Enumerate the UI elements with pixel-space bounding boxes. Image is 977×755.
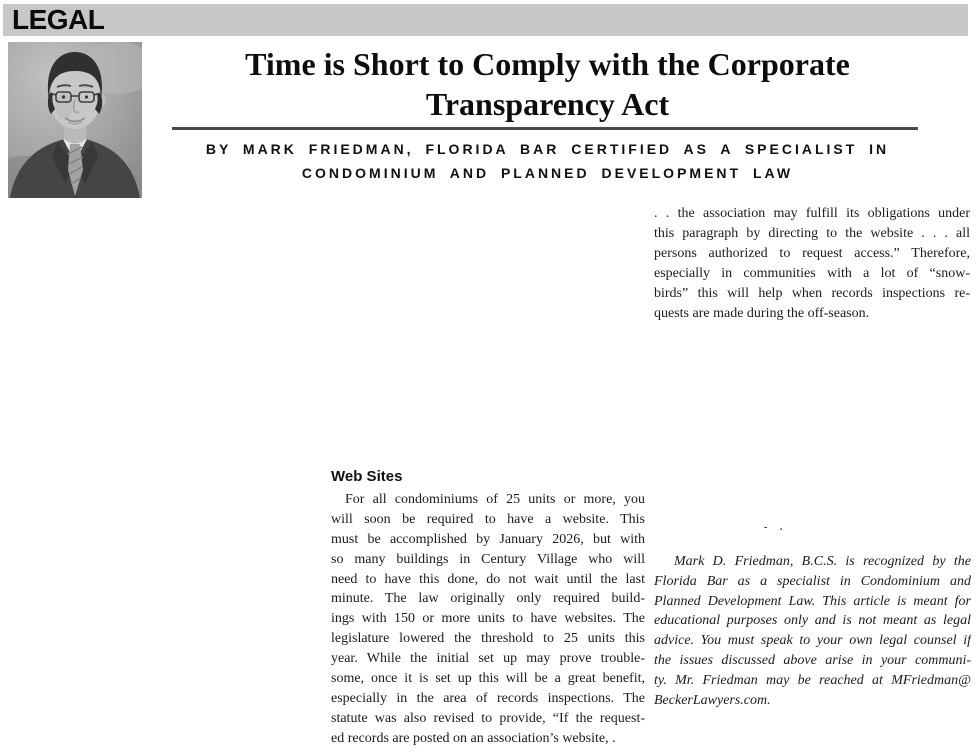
- text-line: birds” this will help when records inspections re-: [654, 286, 970, 301]
- text-line: Mark D. Friedman, B.C.S. is recognized by the: [674, 554, 971, 569]
- article-title-line1: Time is Short to Comply with the Corporate: [245, 46, 850, 82]
- text-line: Planned Development Law. This article is meant for: [654, 593, 971, 609]
- text-line: ty. Mr. Friedman may be reached at MFriedman@: [654, 672, 971, 688]
- title-divider-rule: [172, 127, 918, 130]
- text-line: especially in the area of records inspections. The: [331, 690, 645, 706]
- text-line: will soon be required to have a website. This: [331, 511, 645, 527]
- author-photo: [8, 42, 142, 198]
- right-column-paragraph: [654, 204, 970, 324]
- text-line: For all condominiums of 25 units or more, you: [345, 492, 645, 507]
- byline: [160, 137, 935, 185]
- text-line: BeckerLawyers.com.: [654, 692, 771, 708]
- section-band: [3, 4, 968, 36]
- text-line: especially in communities with a lot of “snow-: [654, 266, 970, 281]
- text-line: statute was also revised to provide, “If the request-: [331, 710, 645, 726]
- text-line: need to have this done, do not wait until the last: [331, 571, 645, 587]
- text-line: the issues discussed above arise in your communi-: [654, 652, 971, 668]
- web-sites-heading: Web Sites: [331, 468, 403, 485]
- article-title-line2: Transparency Act: [425, 86, 670, 122]
- text-line: must be accomplished by January 2026, but with: [331, 531, 645, 547]
- left-column-paragraph: [331, 490, 645, 749]
- text-line: quests are made during the off-season.: [654, 306, 870, 321]
- text-line: ed records are posted on an association’s website, .: [331, 730, 616, 746]
- stray-ink-fragment: - .: [764, 522, 788, 533]
- author-photo-graphic: [8, 42, 142, 198]
- text-line: so many buildings in Century Village who will: [331, 551, 645, 567]
- text-line: educational purposes only and is not meant as legal: [654, 613, 971, 629]
- byline-line1: BY MARK FRIEDMAN, FLORIDA BAR CERTIFIED AS A SPECIALIST IN: [205, 141, 890, 157]
- article-title: [160, 44, 935, 124]
- text-line: Florida Bar as a specialist in Condominium and: [654, 573, 971, 589]
- section-label: LEGAL: [12, 4, 105, 35]
- text-line: . . the association may fulfill its obligations under: [654, 206, 970, 221]
- text-line: persons authorized to request access.” Therefore,: [654, 246, 970, 261]
- text-line: this paragraph by directing to the website . . . all: [654, 226, 970, 241]
- text-line: advice. You must speak to your own legal counsel if: [654, 633, 971, 649]
- byline-line2: CONDOMINIUM AND PLANNED DEVELOPMENT LAW: [301, 165, 794, 181]
- text-line: legislature lowered the threshold to 25 units this: [331, 631, 645, 647]
- text-line: some, once it is set up this will be a great benefit,: [331, 671, 645, 687]
- text-line: year. While the initial set up may prove trouble-: [331, 651, 645, 667]
- text-line: ings with 150 or more units to have websites. The: [331, 611, 645, 627]
- author-bio-paragraph: [654, 552, 971, 710]
- text-line: minute. The law originally only required build-: [331, 591, 645, 607]
